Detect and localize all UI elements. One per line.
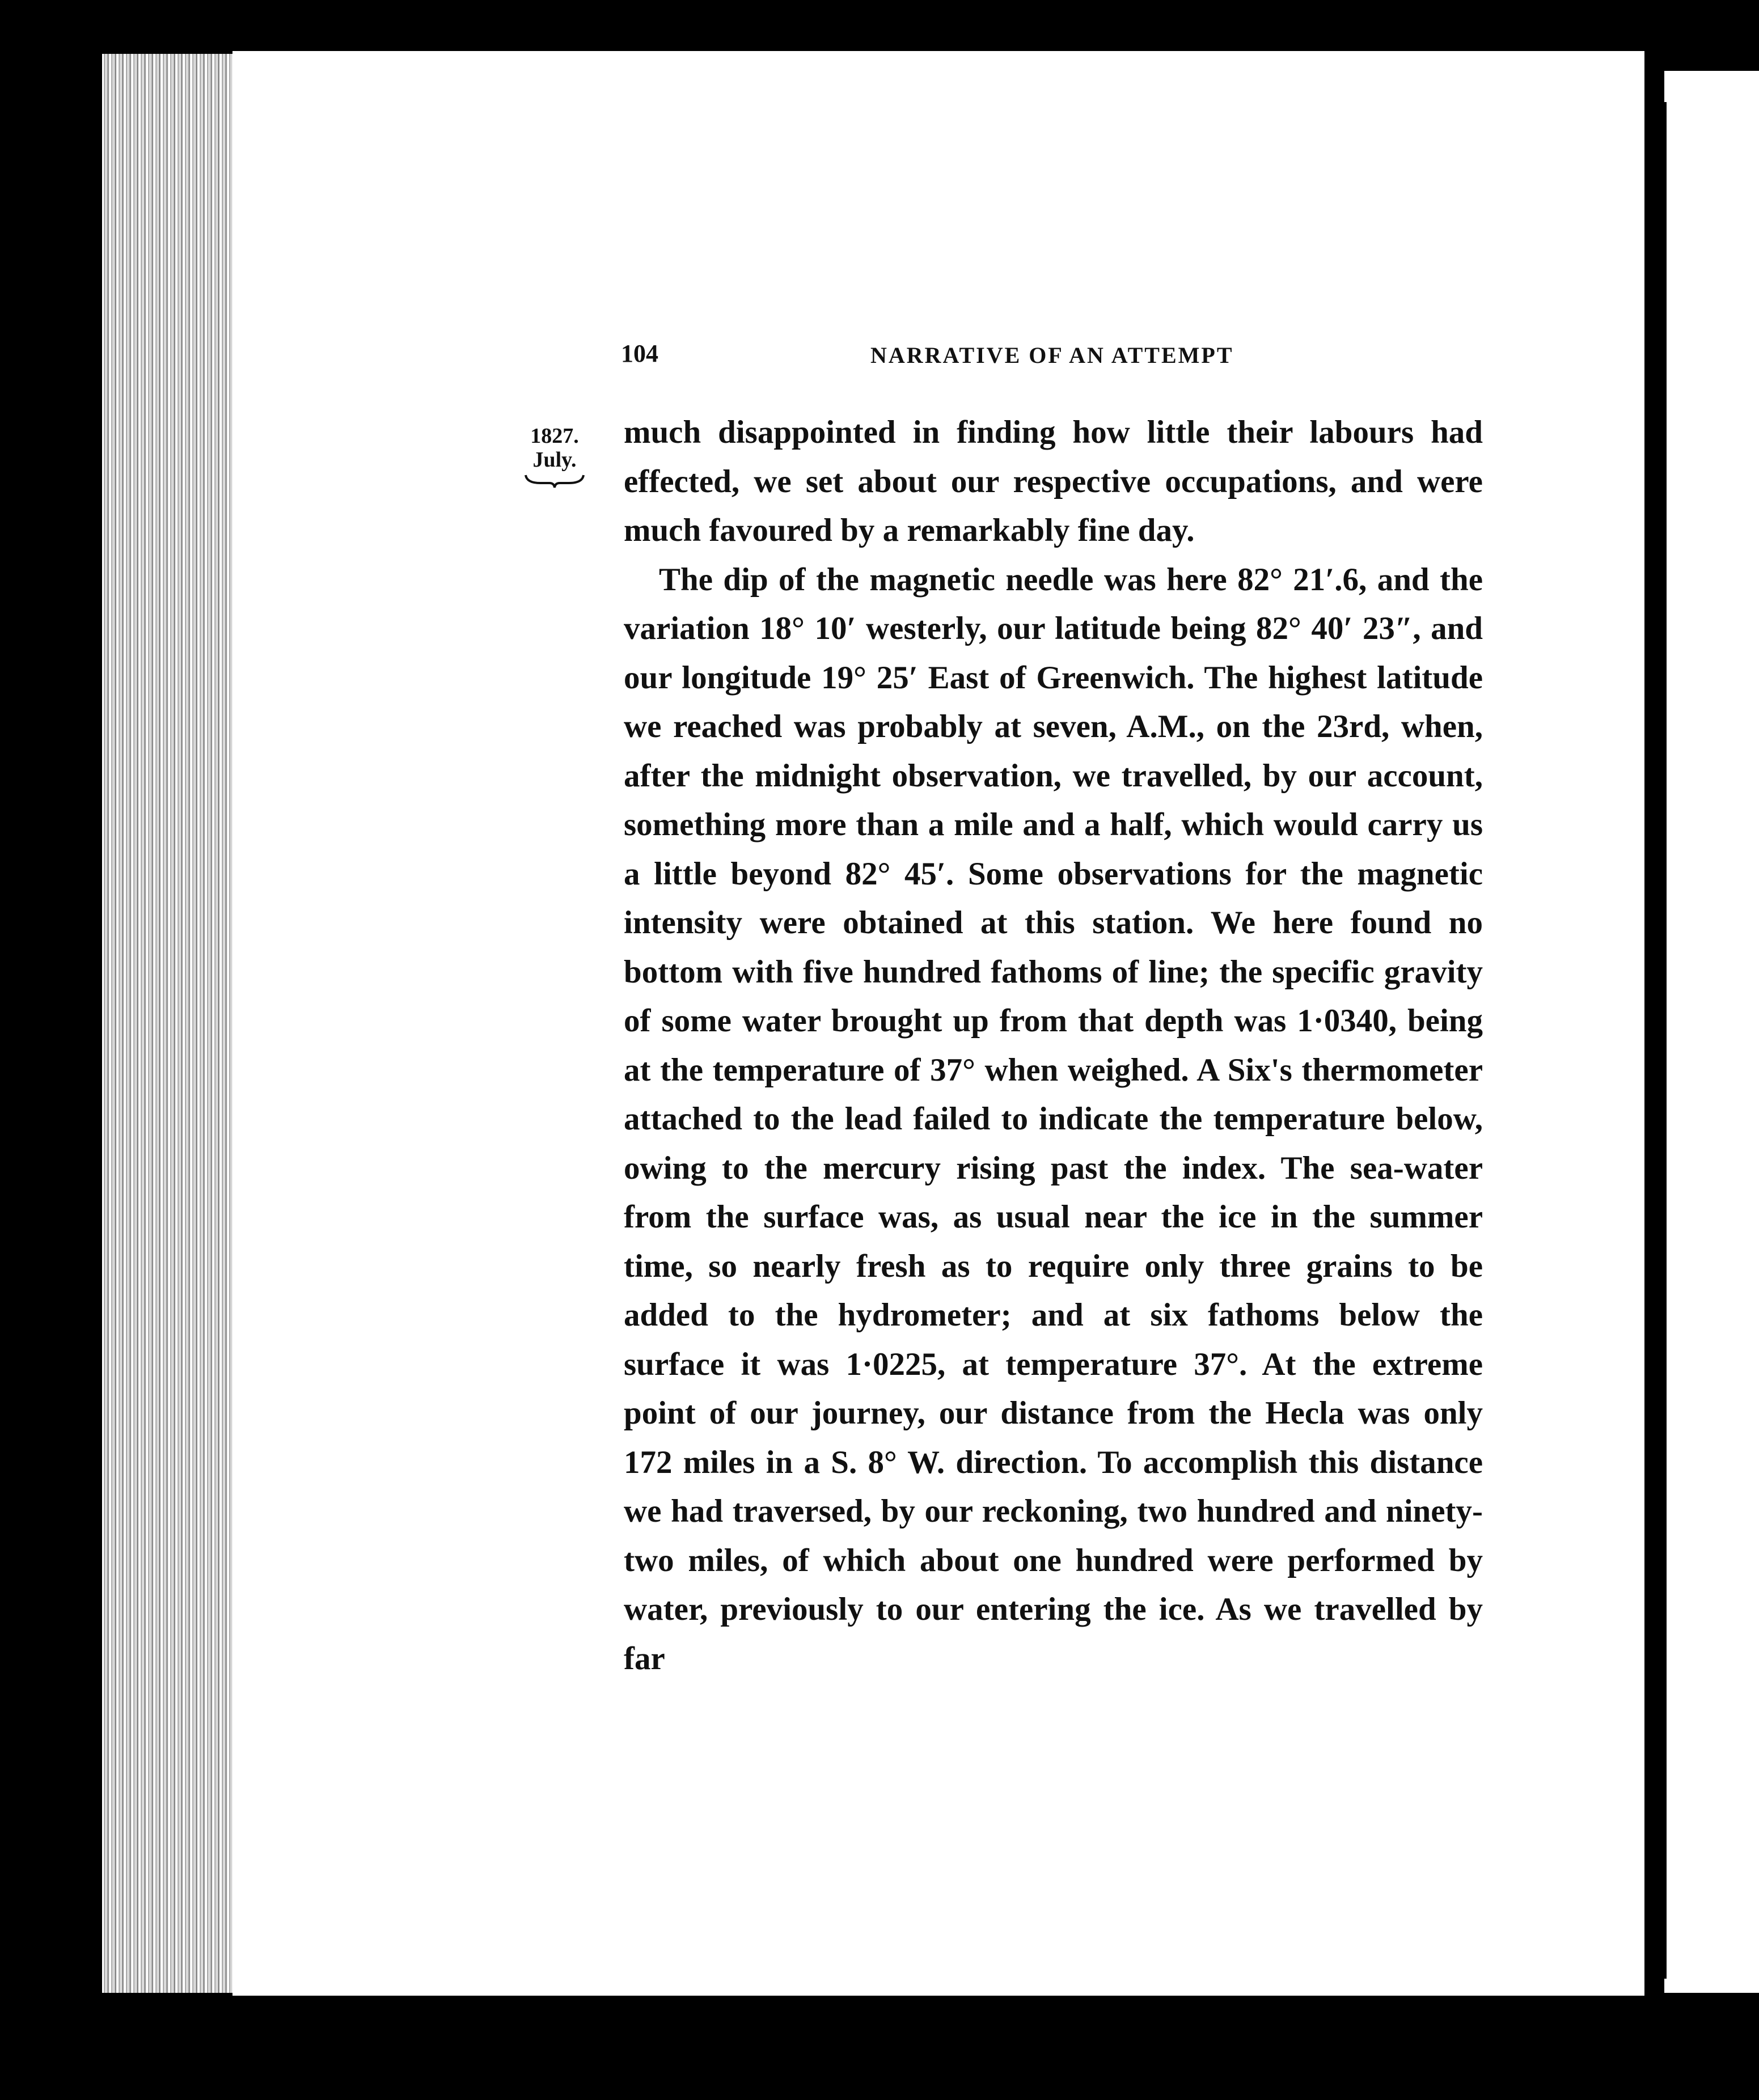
curly-brace-icon [523,473,586,489]
body-text [624,408,1483,1683]
running-head: NARRATIVE OF AN ATTEMPT [870,342,1234,368]
book-page-edges [102,54,250,1993]
margin-note-month: July. [532,448,577,472]
margin-note [521,424,589,489]
facing-page-edge [1664,71,1759,1993]
page-number: 104 [621,340,658,367]
paragraph-continuation: much disappointed in finding how little their labours had effected, we set about our respective occupations, and were much favoured by a remarkably fine day. [624,414,1483,548]
gutter-shadow [1659,102,1667,1979]
paragraph-main: The dip of the magnetic needle was here 82° 21′.6, and the variation 18° 10′ westerly, our latitude being 82° 40′ 23″, and our longitude 19° 25′ East of Greenwich. The highest latitude we reached was probably at seven, A.M., on the 23rd, when, after the midnight observation, we travelled, by our account, something more than a mile and a half, which would carry us a little beyond 82° 45′. Some observations for the magnetic intensity were obtained at this station. We here found no bottom with five hundred fathoms of line; the specific gravity of some water brought up from that depth was 1·0340, being at the temperature of 37° when weighed. A Six's thermometer attached to the lead failed to indicate the temperature below, owing to the mercury rising past the index. The sea-water from the surface was, as usual near the ice in the summer time, so nearly fresh as to require only three grains to be added to the hydrometer; and at six fathoms below the surface it was 1·0225, at temperature 37°. At the extreme point of our journey, our distance from the Hecla was only 172 miles in a S. 8° W. direction. To accomplish this distance we had traversed, by our reckoning, two hundred and ninety-two miles, of which about one hundred were performed by water, previously to our entering the ice. As we travelled by far [624,561,1483,1676]
margin-note-year: 1827. [530,424,579,448]
